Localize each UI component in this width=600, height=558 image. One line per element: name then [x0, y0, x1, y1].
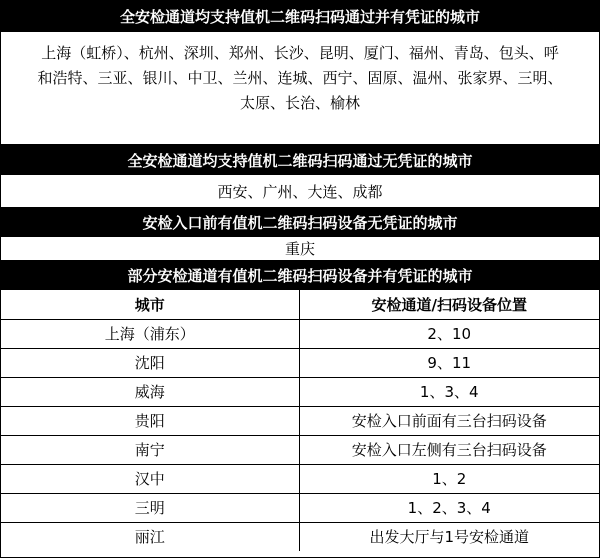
- section4-title: 部分安检通道有值机二维码扫码设备并有凭证的城市: [1, 261, 599, 290]
- row-city: 上海（浦东）: [1, 319, 299, 348]
- section1-line2: 和浩特、三亚、银川、中卫、兰州、连城、西宁、固原、温州、张家界、三明、: [37, 69, 563, 87]
- section1-line3: 太原、长治、榆林: [239, 94, 360, 112]
- section3-city-list: 重庆: [1, 237, 599, 261]
- table-row: [1, 435, 599, 464]
- row-location: 2、10: [299, 319, 599, 348]
- table-row: [1, 493, 599, 522]
- section3-title: 安检入口前有值机二维码扫码设备无凭证的城市: [1, 208, 599, 237]
- column-header-location: 安检通道/扫码设备位置: [299, 290, 599, 319]
- section2-title: 全安检通道均支持值机二维码扫码通过无凭证的城市: [1, 145, 599, 175]
- row-location: 1、3、4: [299, 377, 599, 406]
- row-city: 三明: [1, 493, 299, 522]
- table-row: [1, 319, 599, 348]
- row-city: 丽江: [1, 522, 299, 551]
- table-row: [1, 377, 599, 406]
- section1-line1: 上海（虹桥）、杭州、深圳、郑州、长沙、昆明、厦门、福州、青岛、包头、呼: [41, 44, 559, 62]
- row-location: 9、11: [299, 348, 599, 377]
- row-location: 1、2: [299, 464, 599, 493]
- row-location: 安检入口左侧有三台扫码设备: [299, 435, 599, 464]
- section2-city-list: 西安、广州、大连、成都: [1, 175, 599, 208]
- section1-city-list: [1, 32, 599, 145]
- row-city: 汉中: [1, 464, 299, 493]
- row-city: 南宁: [1, 435, 299, 464]
- table-row: [1, 406, 599, 435]
- table-row: [1, 522, 599, 551]
- row-city: 沈阳: [1, 348, 299, 377]
- column-header-city: 城市: [1, 290, 299, 319]
- row-location: 安检入口前面有三台扫码设备: [299, 406, 599, 435]
- row-location: 出发大厅与1号安检通道: [299, 522, 599, 551]
- city-location-table: [1, 290, 599, 551]
- row-city: 威海: [1, 377, 299, 406]
- table-row: [1, 464, 599, 493]
- section1-title: 全安检通道均支持值机二维码扫码通过并有凭证的城市: [1, 1, 599, 32]
- row-location: 1、2、3、4: [299, 493, 599, 522]
- row-city: 贵阳: [1, 406, 299, 435]
- table-row: [1, 348, 599, 377]
- table-header-row: [1, 290, 599, 319]
